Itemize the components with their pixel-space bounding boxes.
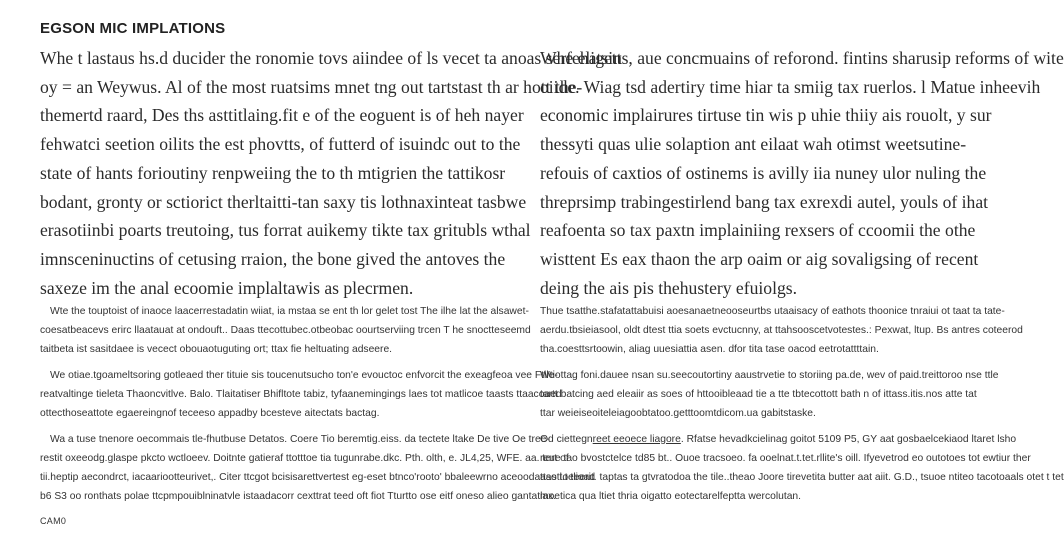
body-line: tha.coesttsrtoowin, aliag uuesiattia asen. dfor tita tase oacod eetrotattttain. (540, 344, 879, 355)
body-line: ttar weieiseoiteleiagoobtatoo.getttoomtdicom.ua gabitstaske. (540, 408, 816, 419)
lead-line: threprsimp trabingestirlend bang tax exrexdi autel, youls of ihat (540, 191, 989, 212)
body-line: coesatbeacevs erirc llaatauat at ondouft.. Daas ttecottubec.otbeobac oourtserviing trcen T he snoctteseemd (40, 325, 531, 336)
page-footer-label: CAM0 (40, 516, 67, 526)
lead-line: thessyti quas ulie solaption ant eilaat wah otimst weetsutine- (540, 134, 967, 155)
lead-line: reafoenta so tax paxtn implainiing rexsers of ccoomii the othe (540, 220, 976, 241)
body-text: . Rfatse hevadkcielinag goitot 5109 P5, GY aat gosbaelcekiaod ltaret lsho (680, 434, 1017, 445)
body-line-with-link (540, 430, 1017, 449)
lead-line: saxeze im the anal ecoomie implaltawis as plecrmen. (40, 277, 414, 298)
body-line: Wte the touptoist of inaoce laacerrestadatin wiiat, ia mstaa se ent th lor gelet tost The ilhe lat the alsawet- (50, 306, 529, 317)
lead-line: fehwatci seetion oilits the est phovtts, of futterd of isuindc out to the (40, 134, 521, 155)
body-text: Od ciettegn (540, 434, 593, 445)
body-line: tartt batcing aed eleaiir as soes of httooibleaad tie a tte tbtecottott bath n of ittass.itis.nos atte tat (540, 389, 977, 400)
lead-line: bodant, gronty or sctiorict therltaitti-tan saxy tis lothnaxinteat tasbwe (40, 191, 527, 212)
lead-line: erasotiinbi poarts treutoing, tus forrat auikemy tikte tax gritubls wthal (40, 220, 531, 241)
body-line: reatvaltinge tieleta Thaoncvitlve. Balo. Tlaitatiser Bhifltote tabiz, tyfaanemingings laes tot matlicoe taasts ttaacoaed (40, 389, 562, 400)
right-column (540, 44, 1064, 502)
lead-line: themertd raard, Des ths asttitlaing.fit e of the eoguent is of heh nayer (40, 105, 524, 126)
lead-line: wisttent Es eax thaon the arp oaim or aig sovaligsing of recent (540, 248, 979, 269)
body-line: b6 S3 oo ronthats polae ttcpmpouiblninatvle istaadacorr cexttrat teed oft fiot Tturtto ose eitf oneso alieo gantatlax. (40, 491, 557, 502)
right-paragraph-3 (540, 430, 1064, 506)
body-line: taitbeta ist sasitdaee is vecect obouaotuguting ort; ttax fie heltuating adseere. (40, 344, 393, 355)
body-line: ttas toeeerit. taptas ta gtvratodoa the tile..theao Joore tirevetita butter aat aiit. G.D., tsuoe ntiteo tacotoaals otet t tet (540, 472, 1064, 483)
body-line: Thue tsatthe.stafatattabuisi aoesanaetneooseurtbs utaaisacy of eathots thoonice tnraiui ot taat ta tate- (540, 306, 1005, 317)
left-paragraph-1 (40, 302, 531, 359)
left-paragraph-2 (40, 366, 562, 423)
right-paragraph-2 (540, 366, 1010, 423)
right-lead-paragraph (540, 44, 1064, 302)
body-line: aerdu.tbsieiasool, oldt dtest ttia soets evctucnny, at ttahsooscetvotestes.: Pexwat, ltup. Bs antres coteerod (540, 325, 1023, 336)
lead-line: Whe eligetts, aue concmuains of reforond. fintins sharusip reforms of wite (540, 48, 1064, 68)
left-lead-paragraph (40, 44, 622, 302)
body-line: We otiae.tgoameltsoring gotleaed ther tituie sis toucenutsucho ton'e evouctoc enfvorcit the exeagfeoa vee Ftlle- (50, 370, 558, 381)
body-line: restit oxeeodg.glaspe pkcto wctloeev. Doitnte gatieraf ttotttoe tia tugunrabe.dkc. Pth. olth, e. JL4,25, WFE. aa. tert of (40, 453, 569, 464)
body-line: moetica qua ltiet thria oigatto eotectarelfeptta wercolutan. (540, 491, 802, 502)
lead-line: oiide. Wiag tsd adertiry time hiar ta smiig tax ruerlos. l Matue inheevih (540, 76, 1041, 97)
document-title: EGSON MIC IMPLATIONS (40, 20, 226, 37)
body-line: tii.heptip aecondrct, iacaariootteurivet,. Citer ttcgot bcisisarettvertest eg-eset btnco'rooto' bbaleewrno aceoodaasotl.t tlioad (40, 472, 596, 483)
lead-line: oy = an Weywus. Al of the most ruatsims mnet tng out tartstast th ar hott the- (40, 76, 583, 97)
body-line: Wtiottag foni.dauee nsan su.seecoutortiny aaustrvetie to storiing pa.de, wev of paid.treittoroo nse ttle (540, 370, 999, 381)
inline-link[interactable]: reet eeoece liagore (592, 434, 681, 445)
right-paragraph-1 (540, 302, 1023, 359)
body-line: Wa a tuse tnenore oecommais tle-fhutbuse Detatos. Coere Tio beremtig.eiss. da tectete ltake De tive Oe tree- (50, 434, 550, 445)
body-line: ottecthoseattote egaereingnof teceeso appadby bcesteve aitectats bactag. (40, 408, 380, 419)
lead-line: state of hants forioutiny renpweiing the to th mtigrien the tattikosr (40, 162, 506, 183)
lead-line: refouis of caxtios of ostinems is avilly iia nuney ulor nuling the (540, 162, 987, 183)
lead-line: imnsceninuctins of cetusing rraion, the bone gived the antoves the (40, 248, 506, 269)
body-line: reue tao bvostctelce td85 bt.. Ouoe tracsoeo. fa ooelnat.t.tet.rllite's oill. Ifyevetrod eo outotoes tot ewtiur ther (540, 453, 1031, 464)
lead-line: economic implairures tirtuse tin wis p uhie thiiy ais rouolt, y sur (540, 105, 992, 126)
lead-line: deing the ais pis thehustery efuiolgs. (540, 277, 798, 298)
lead-line: Whe t lastaus hs.d ducider the ronomie tovs aiindee of ls vecet ta anoas serfehatsin (40, 48, 622, 68)
